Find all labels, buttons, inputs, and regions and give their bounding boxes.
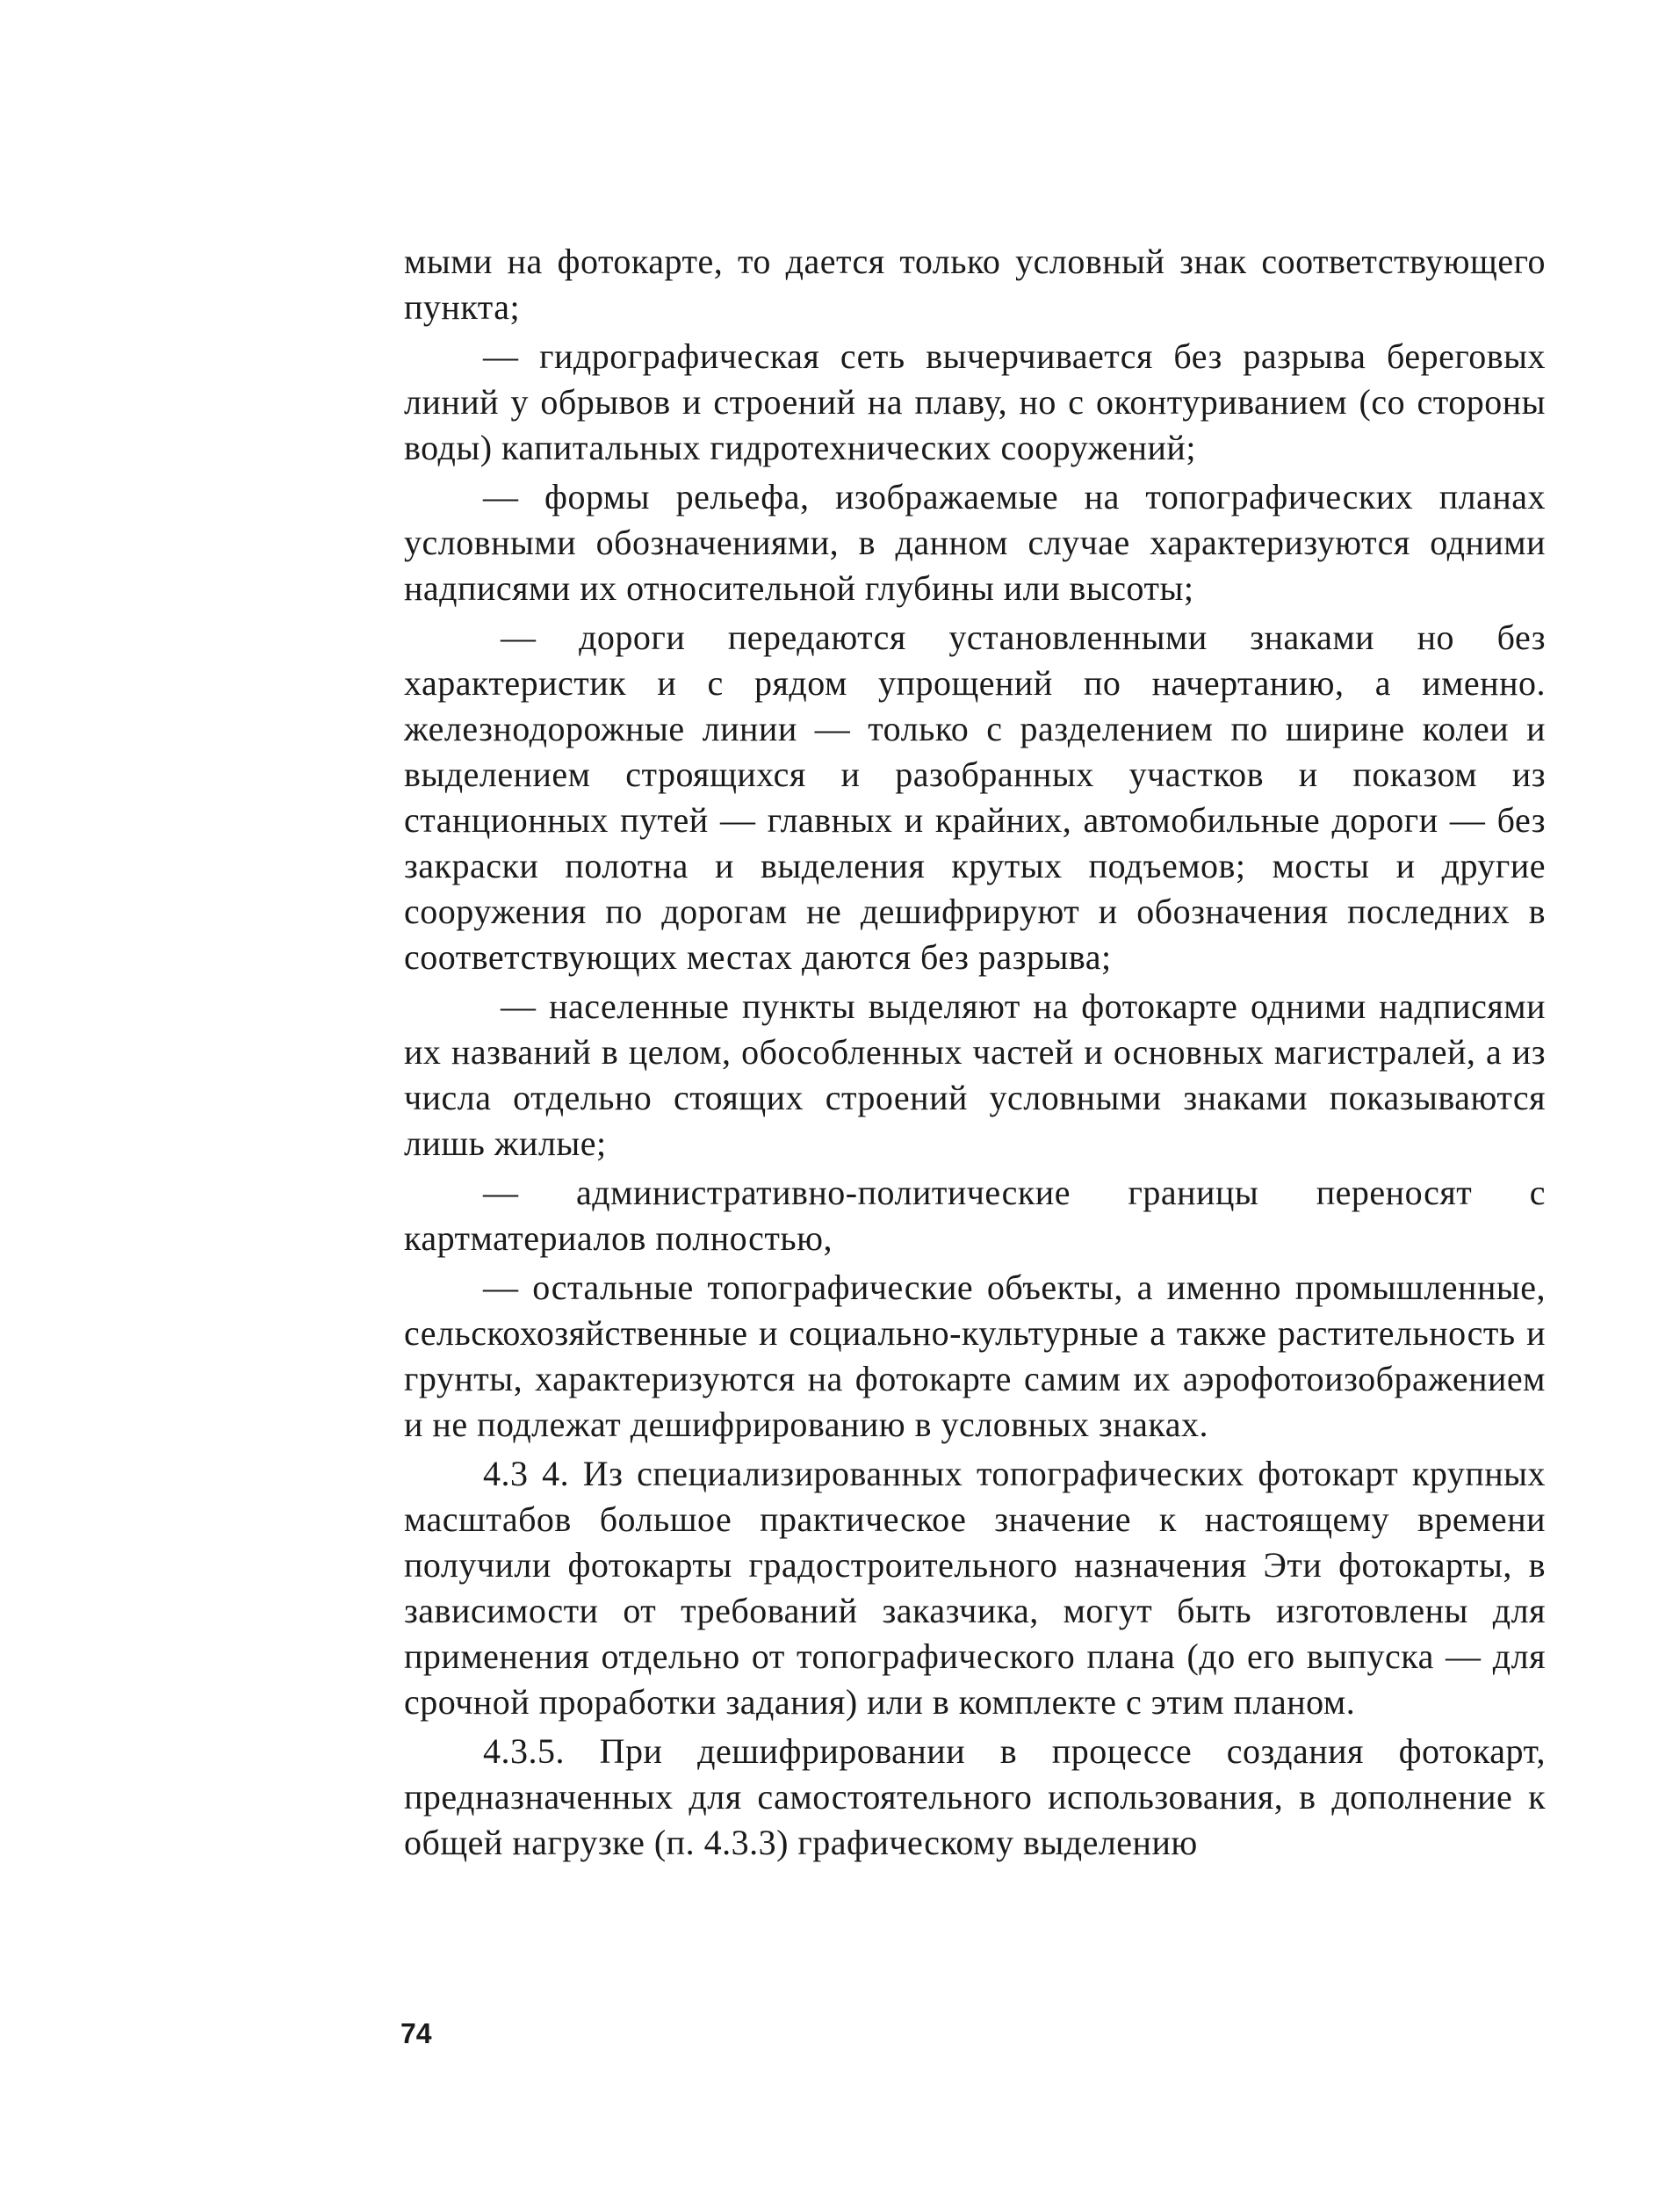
- paragraph-section-4-3-5: 4.3.5. При дешифрировании в процессе создания фотокарт, предназначенных для самостоятельного использования, в дополнение к общей нагрузке (п. 4.3.3) графическому выделению: [404, 1731, 1546, 1862]
- paragraph-continuation: мыми на фотокарте, то дается только условный знак соответствующего пункта;: [404, 242, 1546, 327]
- paragraph-hydrography: — гидрографическая сеть вычерчивается без разрыва береговых линий у обрывов и строений на плаву, но с оконтуриванием (со стороны воды) капитальных гидротехнических сооружений;: [404, 336, 1546, 467]
- paragraph-roads: — дороги передаются установленными знаками но без характеристик и с рядом упрощений по начертанию, а именно. железнодорожные линии — только с разделением по ширине колеи и выделением строящихся и разобранных участков и показом из станционных путей — главных и крайних, автомобильные дороги — без закраски полотна и выделения крутых подъемов; мосты и другие сооружения по дорогам не дешифрируют и обозначения последних в соответствующих местах даются без разрыва;: [404, 618, 1546, 977]
- page-number: 74: [400, 2018, 432, 2049]
- paragraph-borders: — административно-политические границы переносят с картматериалов полностью,: [404, 1173, 1546, 1258]
- paragraph-other-objects: — остальные топографические объекты, а именно промышленные, сельскохозяйственные и социально-культурные а также растительность и грунты, характеризуются на фотокарте самим их аэрофотоизображением и не подлежат дешифрированию в условных знаках.: [404, 1268, 1546, 1444]
- paragraph-relief: — формы рельефа, изображаемые на топографических планах условными обозначениями, в данном случае характеризуются одними надписями их относительной глубины или высоты;: [404, 477, 1546, 608]
- body-text: [404, 239, 1546, 1869]
- paragraph-settlements: — населенные пункты выделяют на фотокарте одними надписями их названий в целом, обособленных частей и основных магистралей, а из числа отдельно стоящих строений условными знаками показываются лишь жилые;: [404, 986, 1546, 1163]
- paragraph-section-4-3-4: 4.3 4. Из специализированных топографических фотокарт крупных масштабов большое практическое значение к настоящему времени получили фотокарты градостроительного назначения Эти фотокарты, в зависимости от требований заказчика, могут быть изготовлены для применения отдельно от топографического плана (до его выпуска — для срочной проработки задания) или в комплекте с этим планом.: [404, 1454, 1546, 1722]
